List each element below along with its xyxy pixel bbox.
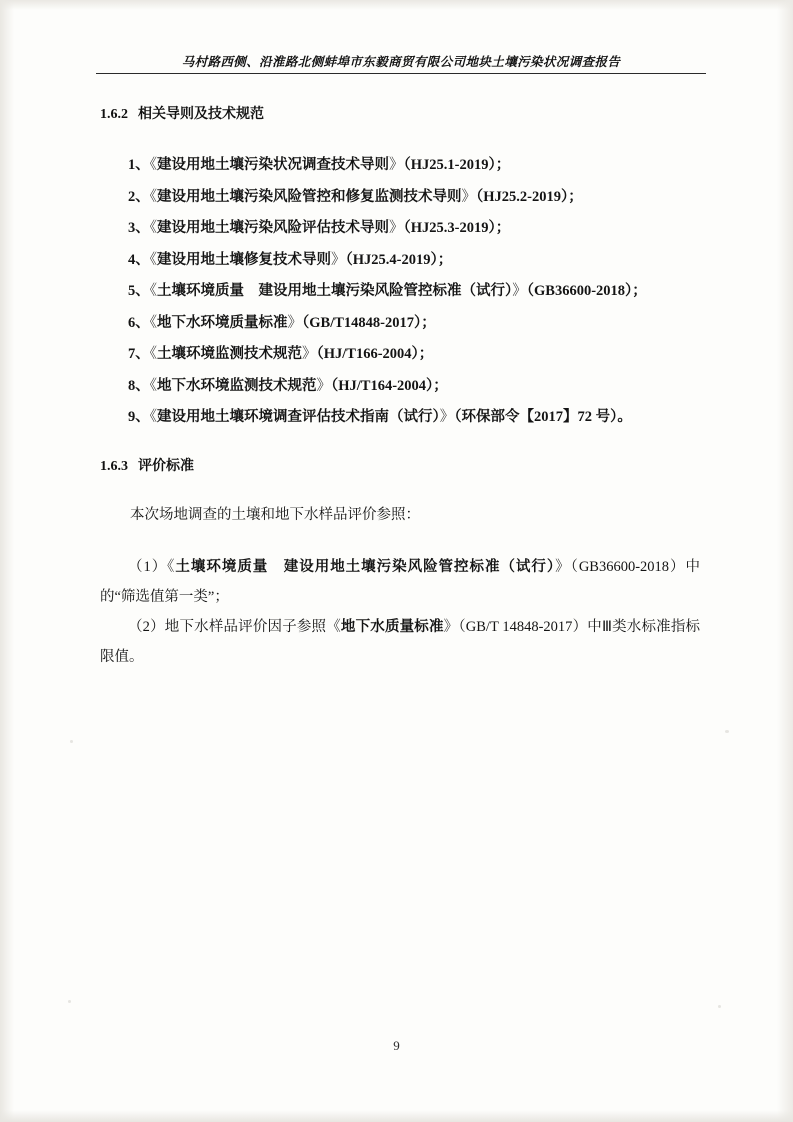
quote-close: 》	[287, 314, 302, 331]
section-title: 相关导则及技术规范	[138, 107, 264, 122]
list-item-code: （HJ25.2-2019）；	[476, 188, 583, 205]
quote-open: 《	[149, 409, 157, 425]
list-item-code: （GB36600-2018）；	[526, 283, 647, 299]
list-item-title: 地下水环境监测技术规范	[157, 377, 317, 394]
quote-open: 《	[149, 251, 157, 268]
paragraph-prefix: （1）《	[128, 559, 176, 575]
list-item	[128, 371, 748, 403]
quote-close: 》	[389, 157, 404, 173]
page-number: 9	[393, 1038, 400, 1053]
quote-close: 》	[439, 409, 455, 425]
list-item-code: （HJ/T166-2004）；	[316, 346, 434, 362]
quote-close: 》	[316, 377, 331, 394]
list-item-index: 3、	[128, 220, 150, 236]
quote-close: 》	[389, 220, 404, 236]
list-item	[128, 245, 748, 277]
list-item-code: （HJ25.3-2019）；	[403, 220, 511, 236]
list-item	[128, 150, 748, 182]
quote-close: 》	[512, 283, 527, 299]
list-item-title: 建设用地土壤污染状况调查技术导则	[157, 157, 389, 173]
standards-list	[128, 150, 748, 434]
quote-open: 《	[149, 377, 157, 394]
scan-speckle	[70, 740, 73, 743]
section-heading-1-6-2	[100, 103, 264, 123]
list-item-code: （HJ/T164-2004）；	[331, 377, 448, 394]
list-item-code: （HJ25.4-2019）；	[345, 251, 453, 268]
section-heading-1-6-3	[100, 455, 194, 475]
quote-open: 《	[149, 283, 157, 299]
list-item	[128, 402, 748, 434]
quote-open: 《	[149, 314, 157, 331]
scan-speckle	[718, 1005, 721, 1008]
list-item-title: 建设用地土壤修复技术导则	[157, 251, 331, 268]
scan-speckle	[725, 730, 729, 733]
standard-title: 土壤环境质量 建设用地土壤污染风险管控标准（试行）	[175, 559, 556, 575]
section-number: 1.6.3	[100, 459, 128, 474]
list-item	[128, 276, 748, 308]
scan-speckle	[68, 1000, 71, 1003]
list-item-title: 土壤环境监测技术规范	[157, 346, 302, 362]
paragraph-criteria-soil	[100, 552, 700, 612]
quote-open: 《	[149, 220, 157, 236]
paragraph-intro: 本次场地调查的土壤和地下水样品评价参照：	[130, 507, 420, 523]
list-item	[128, 213, 748, 245]
list-item-title: 建设用地土壤污染风险管控和修复监测技术导则	[157, 188, 462, 205]
list-item-title: 建设用地土壤污染风险评估技术导则	[157, 220, 389, 236]
list-item-title: 地下水环境质量标准	[157, 314, 288, 331]
section-title: 评价标准	[138, 459, 194, 474]
list-item	[128, 308, 748, 340]
quote-open: 《	[149, 157, 157, 173]
list-item-title: 土壤环境质量 建设用地土壤污染风险管控标准（试行）	[157, 283, 513, 299]
list-item	[128, 182, 748, 214]
list-item-code: （HJ25.1-2019）；	[403, 157, 511, 173]
list-item-index: 6、	[128, 314, 150, 331]
list-item-index: 1、	[128, 157, 150, 173]
list-item-index: 8、	[128, 377, 150, 394]
quote-open: 《	[149, 188, 157, 205]
list-item-title: 建设用地土壤环境调查评估技术指南（试行）	[157, 409, 440, 425]
list-item-index: 5、	[128, 283, 150, 299]
running-header: 马村路西侧、沿淮路北侧蚌埠市东毅商贸有限公司地块土壤污染状况调查报告	[96, 52, 706, 74]
paragraph-suffix: 》（GB/T 14848-2017）中Ⅲ类水标准指标限值。	[100, 619, 701, 665]
list-item-index: 4、	[128, 251, 150, 268]
list-item-index: 7、	[128, 346, 150, 362]
list-item	[128, 339, 748, 371]
paragraph-suffix: 》（GB36600-2018）中的“筛选值第一类”；	[100, 559, 701, 605]
quote-open: 《	[149, 346, 157, 362]
quote-close: 》	[302, 346, 317, 362]
list-item-code: （GB/T14848-2017）；	[302, 314, 436, 331]
section-number: 1.6.2	[100, 107, 128, 122]
list-item-index: 9、	[128, 409, 150, 425]
paragraph-prefix: （2）地下水样品评价因子参照《	[128, 619, 341, 635]
standard-title: 地下水质量标准	[340, 619, 444, 635]
list-item-code: （环保部令【2017】72 号）。	[454, 409, 632, 425]
quote-close: 》	[461, 188, 476, 205]
paragraph-criteria-groundwater	[100, 612, 700, 672]
quote-close: 》	[331, 251, 346, 268]
list-item-index: 2、	[128, 188, 150, 205]
